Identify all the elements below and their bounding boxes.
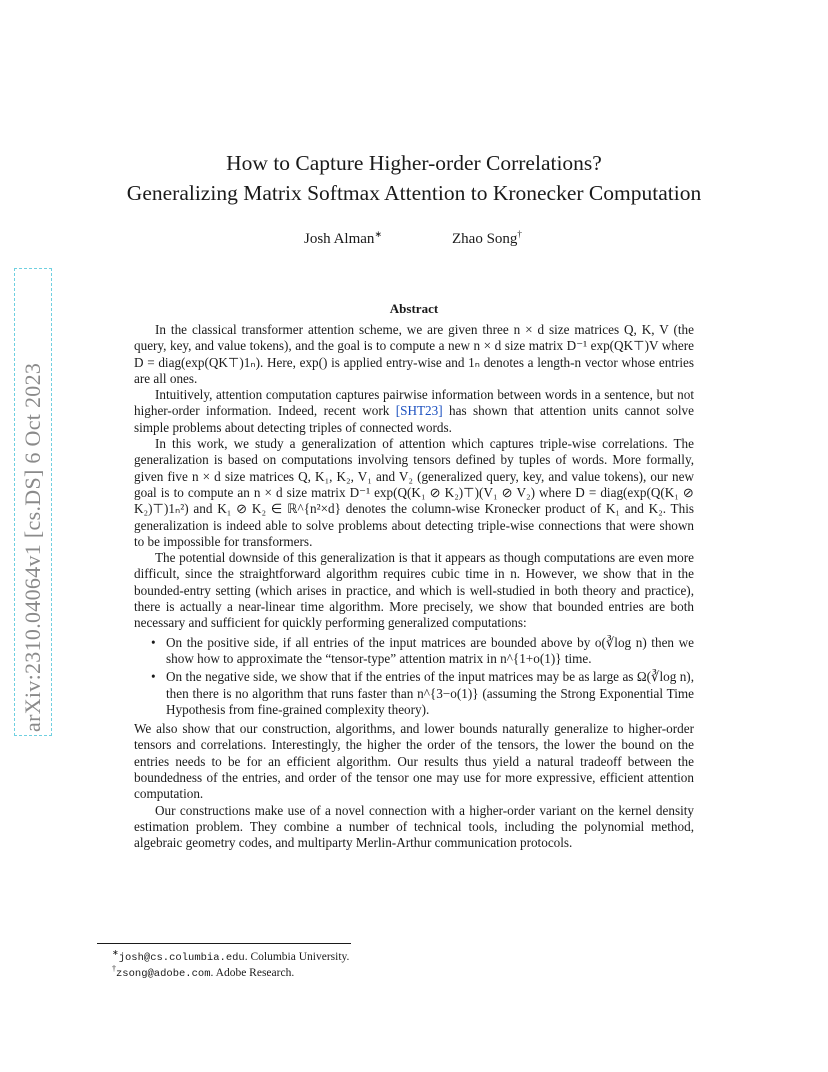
footnote-email-link[interactable]: josh@cs.columbia.edu bbox=[118, 951, 245, 964]
title-line-1: How to Capture Higher-order Correlations? bbox=[226, 151, 602, 175]
footnote-affiliation: Columbia University. bbox=[250, 950, 350, 963]
paragraph-text: has shown that attention units cannot solve simple problems about detecting triples of connected words. bbox=[134, 403, 695, 435]
title-line-2: Generalizing Matrix Softmax Attention to Kronecker Computation bbox=[126, 181, 702, 205]
author-zhao-song bbox=[452, 229, 522, 248]
author-name: Josh Alman bbox=[304, 231, 375, 247]
abstract-heading: Abstract bbox=[389, 301, 439, 316]
citation-link-sht23[interactable]: [SHT23] bbox=[395, 403, 443, 419]
footnote-mark: † bbox=[112, 964, 116, 973]
results-list bbox=[134, 635, 694, 718]
abstract-body bbox=[134, 322, 694, 852]
abstract-paragraph-4: The potential downside of this generalization is that it appears as though computations are even more difficult, since the straightforward algorithm requires cubic time in n. However, we show that in the bounded-entry setting (which arises in practice, and which is well-studied in both theory and practice), there is actually a near-linear time algorithm. More precisely, we show that bounded entries are both necessary and sufficient for quickly performing generalized computations: bbox=[134, 550, 694, 631]
arxiv-identifier[interactable]: arXiv:2310.04064v1 [cs.DS] 6 Oct 2023 bbox=[20, 362, 45, 732]
footnote-email-link[interactable]: zsong@adobe.com bbox=[116, 967, 211, 980]
abstract-paragraph-6: Our constructions make use of a novel connection with a higher-order variant on the kernel density estimation problem. They combine a number of technical tools, including the polynomial method, algebraic geometry codes, and multiparty Merlin-Arthur communication protocols. bbox=[134, 802, 694, 851]
footnote-rule bbox=[97, 943, 351, 944]
author-mark: ∗ bbox=[374, 229, 382, 239]
footnote-affiliation: Adobe Research. bbox=[215, 966, 295, 979]
abstract-paragraph-5: We also show that our construction, algorithms, and lower bounds naturally generalize to higher-order tensors and correlations. Interestingly, the higher the order of the tensors, the lower the bound on the entries needs to be for an efficient algorithm. Our results thus yield a natural tradeoff between the boundedness of the entries, and order of the tensor one may use for more expressive, efficient attention computation. bbox=[134, 721, 694, 802]
paragraph-text: Intuitively, attention computation captures pairwise information between words in a sentence, but not higher-order information. Indeed, recent work bbox=[134, 387, 694, 419]
bullet-negative-result: • On the negative side, we show that if the entries of the input matrices may be as large as Ω(∛log n), then there is no algorithm that runs faster than n^{3−o(1)} (assuming the Strong Exponential Time Hypothesis from fine-grained complexity theory). bbox=[166, 669, 694, 718]
author-josh-alman bbox=[304, 229, 382, 248]
footnote-1: ∗josh@cs.columbia.edu. Columbia University. bbox=[112, 948, 350, 964]
author-name: Zhao Song bbox=[452, 231, 518, 247]
abstract-paragraph-1: In the classical transformer attention scheme, we are given three n × d size matrices Q, K, V (the query, key, and value tokens), and the goal is to compute a new n × d size matrix D⁻¹ exp(QK⊤)V where D = diag(exp(QK⊤)1ₙ). Here, exp() is applied entry-wise and 1ₙ denotes a length-n vector whose entries are all ones. bbox=[134, 322, 694, 386]
author-mark: † bbox=[517, 229, 522, 239]
bullet-positive-result: • On the positive side, if all entries of the input matrices are bounded above by o(∛log n) then we show how to approximate the “tensor-type” attention matrix in n^{1+o(1)} time. bbox=[166, 635, 694, 668]
abstract-paragraph-2 bbox=[134, 387, 694, 436]
footnote-mark: ∗ bbox=[112, 948, 119, 957]
abstract-paragraph-3: In this work, we study a generalization of attention which captures triple-wise correlations. The generalization is based on computations involving tensors defined by tuples of words. More formally, given five n × d size matrices Q, K₁, K₂, V₁ and V₂ (generalized query, key, and value tokens), our new goal is to compute an n × d size matrix D⁻¹ exp(Q(K₁ ⊘ K₂)⊤)(V₁ ⊘ V₂) where D = diag(exp(Q(K₁ ⊘ K₂)⊤)1ₙ²) and K₁ ⊘ K₂ ∈ ℝ^{n²×d} denotes the column-wise Kronecker product of K₁ and K₂. This generalization is indeed able to solve problems about detecting triple-wise connections that were shown to be impossible for transformers. bbox=[134, 436, 694, 549]
footnote-2: †zsong@adobe.com. Adobe Research. bbox=[112, 964, 295, 980]
